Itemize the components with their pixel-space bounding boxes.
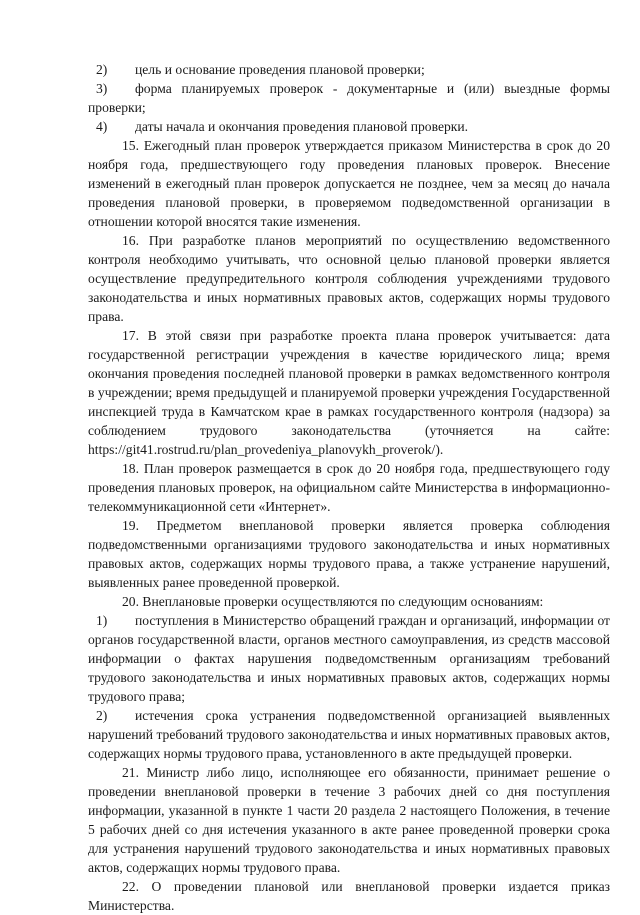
- paragraph-21: 21. Министр либо лицо, исполняющее его обязанности, принимает решение о проведении внеплановой проверки в течение 3 рабочих дней со дня поступления информации, указанной в пункте 1 части 20 раздела 2 настоящего Положения, в течение 5 рабочих дней со дня истечения указанного в акте ранее проведенной проверки срока для устранения нарушений трудового законодательства и иных нормативных правовых актов, содержащих нормы трудового права.: [88, 765, 610, 875]
- list-item-text: истечения срока устранения подведомственной организацией выявленных нарушений требований трудового законодательства и иных нормативных правовых актов, содержащих нормы трудового права, установленного в акте предыдущей проверки.: [88, 708, 610, 761]
- list-item-number: 3): [96, 81, 108, 96]
- paragraph-19: 19. Предметом внеплановой проверки является проверка соблюдения подведомственными организациями трудового законодательства и иных нормативных правовых актов, содержащих нормы трудового права, а также устранение нарушений, выявленных ранее проведенной проверкой.: [88, 518, 610, 590]
- list-item-text: форма планируемых проверок - документарные и (или) выездные формы проверки;: [88, 81, 610, 115]
- paragraph-15: 15. Ежегодный план проверок утверждается приказом Министерства в срок до 20 ноября года, предшествующего году проведения плановых проверок. Внесение изменений в ежегодный план проверок допускается не позднее, чем за месяц до начала проведения плановой проверки, в проверяемом подведомственной организации в отношении которой вносятся такие изменения.: [88, 138, 610, 229]
- list-item-text: цель и основание проведения плановой проверки;: [135, 62, 425, 77]
- list-item-number: 4): [96, 119, 108, 134]
- list-item: [88, 706, 610, 763]
- list-item: [88, 60, 610, 79]
- list-item: [88, 117, 610, 136]
- list-item-number: 1): [96, 613, 108, 628]
- list-item-text: даты начала и окончания проведения плановой проверки.: [135, 119, 469, 134]
- list-item: [88, 611, 610, 706]
- paragraph-18: 18. План проверок размещается в срок до 20 ноября года, предшествующего году проведения плановых проверок, на официальном сайте Министерства в информационно-телекоммуникационной сети «Интернет».: [88, 461, 610, 514]
- list-item-text: поступления в Министерство обращений граждан и организаций, информации от органов государственной власти, органов местного самоуправления, из средств массовой информации о фактах нарушения подведомственным организациям требований трудового законодательства и иных нормативных правовых актов, содержащих нормы трудового права;: [88, 613, 610, 704]
- document-page: [88, 60, 610, 915]
- paragraph-16: 16. При разработке планов мероприятий по осуществлению ведомственного контроля необходимо учитывать, что основной целью плановой проверки является осуществление предупредительного контроля соблюдения учреждениями трудового законодательства и иных нормативных правовых актов, содержащих нормы трудового права.: [88, 233, 610, 324]
- list-item-number: 2): [96, 708, 108, 723]
- list-item: [88, 79, 610, 117]
- list-item-number: 2): [96, 62, 108, 77]
- paragraph-20: 20. Внеплановые проверки осуществляются по следующим основаниям:: [122, 594, 544, 609]
- paragraph-22: 22. О проведении плановой или внеплановой проверки издается приказ Министерства.: [88, 879, 610, 913]
- paragraph-17: 17. В этой связи при разработке проекта плана проверок учитывается: дата государственной регистрации учреждения в качестве юридического лица; время окончания проведения последней плановой проверки в рамках ведомственного контроля в учреждении; время предыдущей и планируемой проверки учреждения Государственной инспекцией труда в Камчатском крае в рамках государственного контроля (надзора) за соблюдением трудового законодательства (уточняется на сайте: https://git41.rostrud.ru/plan_provedeniya_planovykh_proverok/).: [88, 328, 610, 457]
